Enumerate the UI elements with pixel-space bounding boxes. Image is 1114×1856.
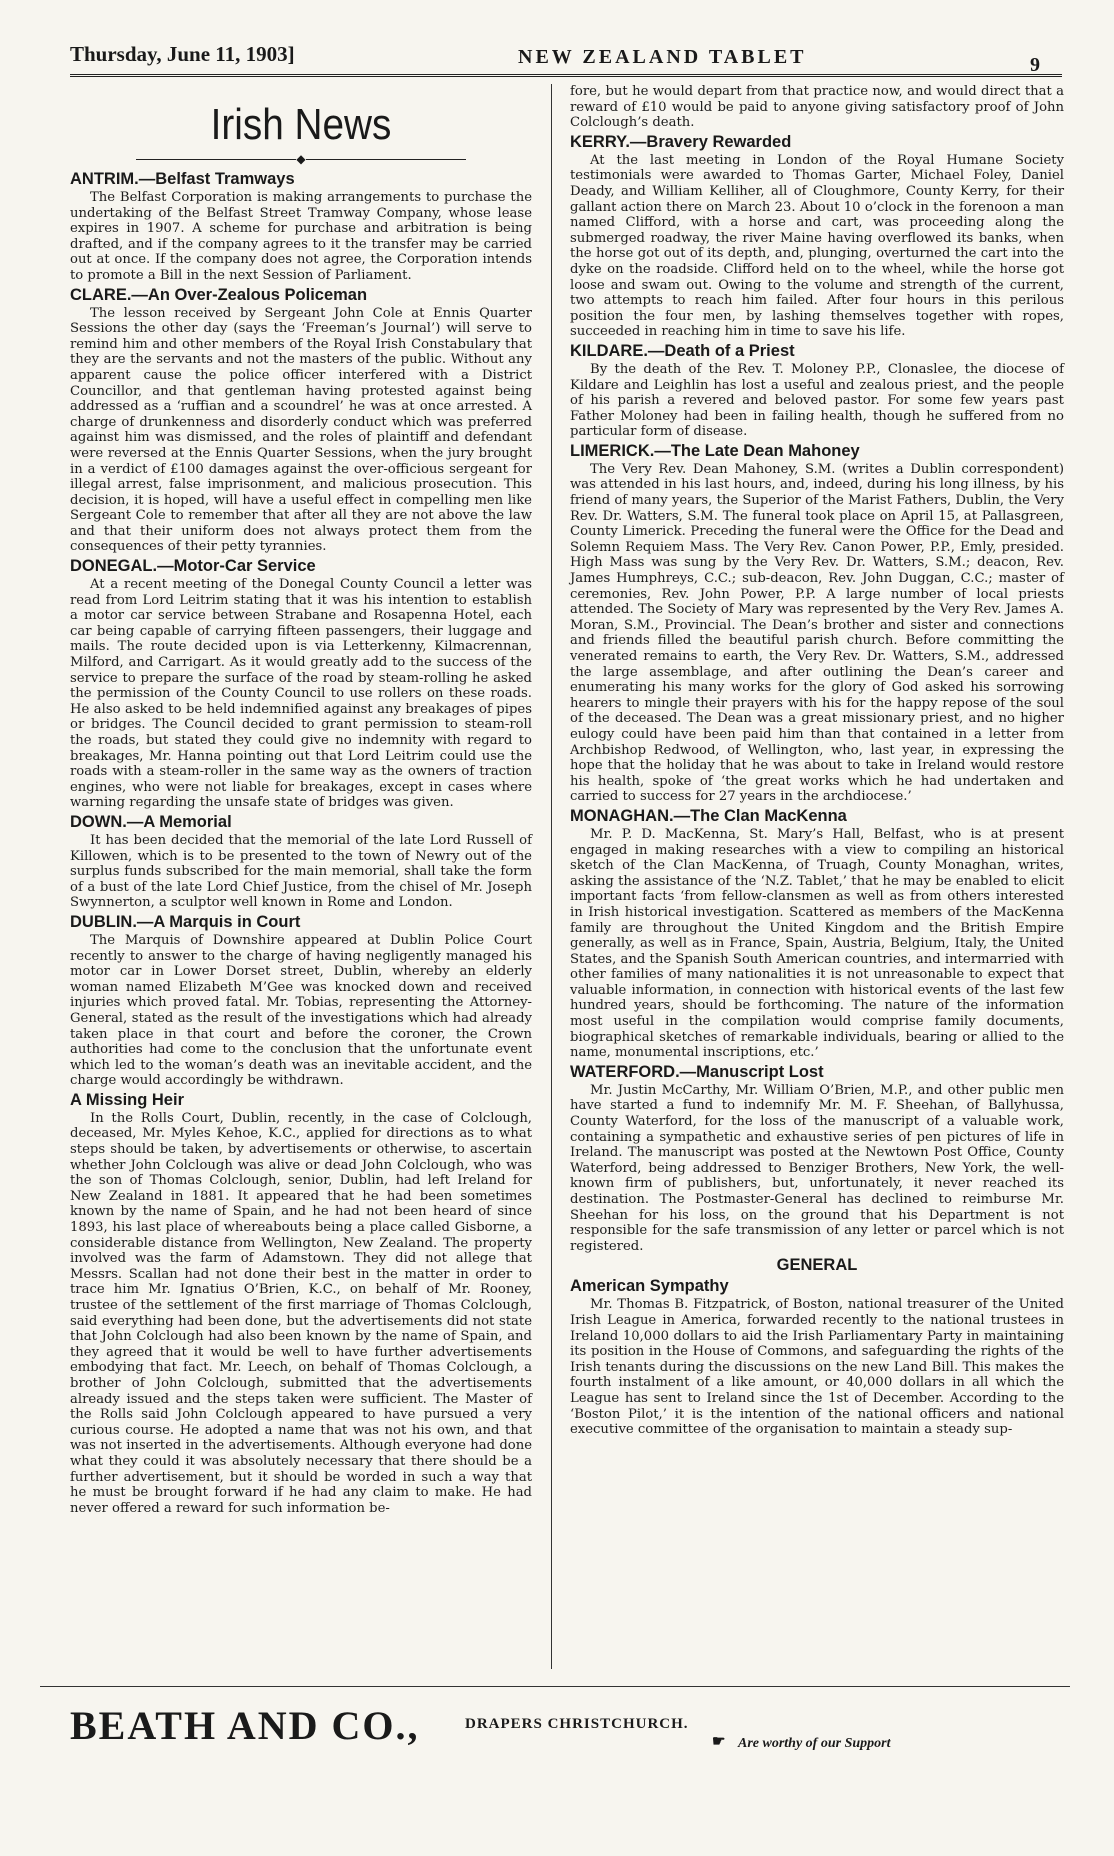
issue-date: Thursday, June 11, 1903] (70, 42, 295, 66)
article-heading: A Missing Heir (70, 1090, 184, 1109)
footer-rule (40, 1686, 1070, 1687)
article-paragraph: Mr. Thomas B. Fitzpatrick, of Boston, national treasurer of the United Irish League in America, forwarded recently to the national trustees in Ireland 10,000 dollars to aid the Irish Parliamentary Party in maintaining its position in the House of Commons, and safeguarding the rights of the Irish tenants during the discussions on the new Land Bill. This makes the fourth instalment of a like amount, or 40,000 dollars in all which the League has sent to Ireland since the 1st of December. According to the ‘Boston Pilot,’ it is the intention of the national officers and national executive committee of the organisation to maintain a steady sup- (570, 1297, 1064, 1438)
left-column (70, 100, 532, 1516)
article-heading: KILDARE.—Death of a Priest (570, 341, 795, 360)
article-paragraph: It has been decided that the memorial of the late Lord Russell of Killowen, which is to be presented to the town of Newry out of the surplus funds subscribed for the main memorial, shall take the form of a bust of the late Lord Chief Justice, from the chisel of Mr. Joseph Swynnerton, a sculptor well known in Rome and London. (70, 832, 532, 911)
article-heading: WATERFORD.—Manuscript Lost (570, 1062, 824, 1081)
article-paragraph: fore, but he would depart from that practice now, and would direct that a reward of £10 would be paid to anyone giving satisfactory proof of John Colclough’s death. (570, 84, 1064, 131)
section-title: Irish News (210, 100, 392, 149)
article-heading: American Sympathy (570, 1277, 729, 1296)
article (570, 84, 1064, 131)
diamond-icon: ◆ (296, 152, 306, 166)
article (570, 1256, 1064, 1275)
advert-brand: BEATH AND CO., (70, 1703, 420, 1748)
article (70, 286, 532, 556)
article-paragraph: By the death of the Rev. T. Moloney P.P., Clonaslee, the diocese of Kildare and Leighlin has lost a useful and zealous priest, and the people of his parish a revered and beloved pastor. For some few years past Father Moloney had been in failing health, though he suffered from no particular form of disease. (570, 361, 1064, 440)
masthead (70, 40, 1060, 76)
article-heading: CLARE.—An Over-Zealous Policeman (70, 285, 368, 304)
right-column (570, 84, 1064, 1438)
article (570, 133, 1064, 340)
advert-subtitle: DRAPERS CHRISTCHURCH. (465, 1716, 689, 1732)
article (70, 170, 532, 284)
article-paragraph: The lesson received by Sergeant John Cole at Ennis Quarter Sessions the other day (says the ‘Freeman’s Journal’) will serve to remind him and other members of the Royal Irish Constabulary that they are the servants and not the masters of the public. Without any apparent cause the police officer interfered with a District Councillor, and that gentleman having protested against being addressed as a ‘ruffian and a scoundrel’ he was at once arrested. A charge of drunkenness and disorderly conduct which was preferred against him was dismissed, and the roles of plaintiff and defendant were reversed at the Ennis Quarter Sessions, when the jury brought in a verdict of £100 damages against the over-officious sergeant for illegal arrest, false imprisonment, and malicious prosecution. This decision, it is hoped, will have a useful effect in compelling men like Sergeant Cole to remember that after all they are not above the law and that their uniform does not always protect them from the consequences of their petty tyrannies. (70, 305, 532, 555)
article-heading: DOWN.—A Memorial (70, 812, 232, 831)
masthead-rule (70, 74, 1062, 77)
article-paragraph: The Marquis of Downshire appeared at Dublin Police Court recently to answer to the charge of having negligently managed his motor car in Lower Dorset street, Dublin, whereby an elderly woman named Elizabeth M’Gee was knocked down and received injuries which proved fatal. Mr. Tobias, representing the Attorney-General, stated as the result of the investigations which had already taken place in that court and before the coroner, the Crown authorities had come to the conclusion that the unfortunate event which led to the woman’s death was an inevitable accident, and the charge would accordingly be withdrawn. (70, 932, 532, 1089)
left-articles (70, 170, 532, 1516)
article-paragraph: Mr. P. D. MacKenna, St. Mary’s Hall, Belfast, who is at present engaged in making researches with a view to compiling an historical sketch of the Clan MacKenna, of Truagh, County Monaghan, writes, asking the assistance of the ‘N.Z. Tablet,’ that he may be enabled to elicit important facts ‘from fellow-clansmen as well as from others interested in Irish historical investigation. Scattered as members of the MacKenna family are throughout the United Kingdom and the British Empire generally, as well as in France, Spain, Austria, Belgium, Italy, the United States, and the Spanish South American countries, and intermarried with other families of many nationalities it is not unreasonable to expect that valuable information, in connection with historical events of the last few hundred years, should be forthcoming. The nature of the information most useful in the compilation would comprise family documents, biographical sketches of remarkable individuals, bearing or allied to the name, monumental inscriptions, etc.’ (570, 826, 1064, 1061)
page-number: 9 (1030, 54, 1040, 76)
article (70, 813, 532, 911)
advert-note: Are worthy of our Support (738, 1736, 891, 1751)
article (570, 807, 1064, 1061)
article-heading: ANTRIM.—Belfast Tramways (70, 170, 295, 188)
pointing-hand-icon: ☛ (712, 1732, 726, 1750)
paper-name: NEW ZEALAND TABLET (518, 46, 807, 68)
article-paragraph: In the Rolls Court, Dublin, recently, in the case of Colclough, deceased, Mr. Myles Kehoe, K.C., applied for directions as to what steps should be taken, by advertisements or otherwise, to ascertain whether John Colclough was alive or dead John Colclough, who was the son of Thomas Colclough, senior, Dublin, had left Ireland for New Zealand in 1881. It appeared that he had been sometimes known by the name of Spain, and he had not been heard of since 1893, his last place of whereabouts being a place called Gisborne, a considerable distance from Wellington, New Zealand. The property involved was the farm of Adamstown. They did not allege that Messrs. Scallan had not done their best in the matter in order to trace him Mr. Ignatius O’Brien, K.C., on behalf of Mr. Rooney, trustee of the settlement of the first marriage of Thomas Colclough, said everything had been done, but the advertisements did not state that John Colclough had also been known by the name of Spain, and they agreed that it would be well to have further advertisements embodying that fact. Mr. Leech, on behalf of Thomas Colclough, a brother of John Colclough, submitted that the advertisements already issued and the steps taken were sufficient. The Master of the Rolls said John Colclough appeared to have pursued a very curious course. He adopted a name that was not his own, and that was not inserted in the advertisements. Although everyone had done what they could it was absolutely necessary that there should be a further advertisement, but it should be worded in such a way that he must be brought forward if he had any claim to make. He had never offered a reward for such information be- (70, 1110, 532, 1516)
article (70, 913, 532, 1089)
article-heading: DONEGAL.—Motor-Car Service (70, 557, 316, 576)
article (70, 1091, 532, 1516)
title-ornament (70, 152, 532, 166)
article-paragraph: At a recent meeting of the Donegal County Council a letter was read from Lord Leitrim stating that it was his intention to establish a motor car service between Strabane and Rosapenna Hotel, each car being capable of carrying fifteen passengers, their luggage and mails. The route decided upon is via Letterkenny, Kilmacrennan, Milford, and Carrigart. As it would greatly add to the success of the service to prepare the surface of the road by steam-rolling he asked the permission of the County Council to use rollers on these roads. He also asked to be held indemnified against any breakages of pipes or bridges. The Council decided to grant permission to steam-roll the roads, but stated they could give no indemnity with regard to breakages, Mr. Hanna pointing out that Lord Leitrim could use the roads with a steam-roller in the same way as the owners of traction engines, who were not liable for breakages, except in cases where warning regarding the unsafe state of bridges was given. (70, 577, 532, 811)
article-heading: GENERAL (776, 1256, 858, 1275)
article-paragraph: The Very Rev. Dean Mahoney, S.M. (writes a Dublin correspondent) was attended in his last hours, and, indeed, during his long illness, by his friend of many years, the Superior of the Marist Fathers, Dublin, the Very Rev. Dr. Watters, S.M. The funeral took place on April 15, at Pallasgreen, County Limerick. Preceding the funeral were the Office for the Dead and Solemn Requiem Mass. The Very Rev. Canon Power, P.P., Emly, presided. High Mass was sung by the Very Rev. Dr. Watters, S.M.; deacon, Rev. James Humphreys, C.C.; sub-deacon, Rev. John Duggan, C.C.; master of ceremonies, Rev. John Power, P.P. A large number of local priests attended. The Society of Mary was represented by the Very Rev. James A. Moran, S.M., Provincial. The Dean’s brother and sister and connections and friends filled the beautiful parish church. Before committing the venerated remains to earth, the Very Rev. Dr. Watters, S.M., addressed the large assemblage, and after outlining the Dean’s career and enumerating his many works for the glory of God asked his sorrowing hearers to mingle their prayers with his for the happy repose of the soul of the deceased. The Dean was a great missionary priest, and no higher eulogy could have been paid him than that contained in a letter from Archbishop Redwood, of Wellington, who, last year, in expressing the hope that the holiday that he was about to take in Ireland would restore his health, spoke of ‘the great works which he had undertaken and carried to success for 27 years in the archdiocese.’ (570, 461, 1064, 805)
right-articles (570, 84, 1064, 1438)
article-heading: DUBLIN.—A Marquis in Court (70, 912, 301, 931)
article (570, 1063, 1064, 1255)
article (570, 1277, 1064, 1437)
article-heading: KERRY.—Bravery Rewarded (570, 132, 792, 151)
article (570, 342, 1064, 440)
column-divider (551, 84, 552, 1669)
article (70, 557, 532, 811)
article (570, 442, 1064, 805)
article-paragraph: Mr. Justin McCarthy, Mr. William O’Brien, M.P., and other public men have started a fund to indemnify Mr. M. F. Sheehan, of Ballyhussa, County Waterford, for the loss of the manuscript of a valuable work, containing a sympathetic and exhaustive series of pen pictures of life in Ireland. The manuscript was posted at the Newtown Post Office, County Waterford, being addressed to Benziger Brothers, New York, the well-known firm of publishers, but, unfortunately, it never reached its destination. The Postmaster-General has declined to reimburse Mr. Sheehan for his loss, on the ground that his Department is not responsible for the safe transmission of any letter or parcel which is not registered. (570, 1082, 1064, 1254)
article-heading: LIMERICK.—The Late Dean Mahoney (570, 441, 860, 460)
article-heading: MONAGHAN.—The Clan MacKenna (570, 806, 847, 825)
article-paragraph: The Belfast Corporation is making arrangements to purchase the undertaking of the Belfast Street Tramway Company, whose lease expires in 1907. A scheme for purchase and arbitration is being drafted, and if the company agrees to it the transfer may be carried out at once. If the company does not agree, the Corporation intends to promote a Bill in the next Session of Parliament. (70, 190, 532, 283)
article-paragraph: At the last meeting in London of the Royal Humane Society testimonials were awarded to Thomas Garter, Michael Foley, Daniel Deady, and William Kelliher, all of Cloughmore, County Kerry, for their gallant action there on March 23. About 10 o’clock in the forenoon a man named Clifford, with a horse and cart, was proceeding along the submerged roadway, the river Maine having overflowed its banks, when the horse got out of its depth, and, plunging, overturned the cart into the dyke on the roadside. Clifford held on to the wheel, while the horse got loose and swam out. Owing to the volume and strength of the current, two attempts to reach him failed. After four hours in this perilous position the four men, by lashing themselves together with ropes, succeeded in reaching him in time to save his life. (570, 152, 1064, 340)
